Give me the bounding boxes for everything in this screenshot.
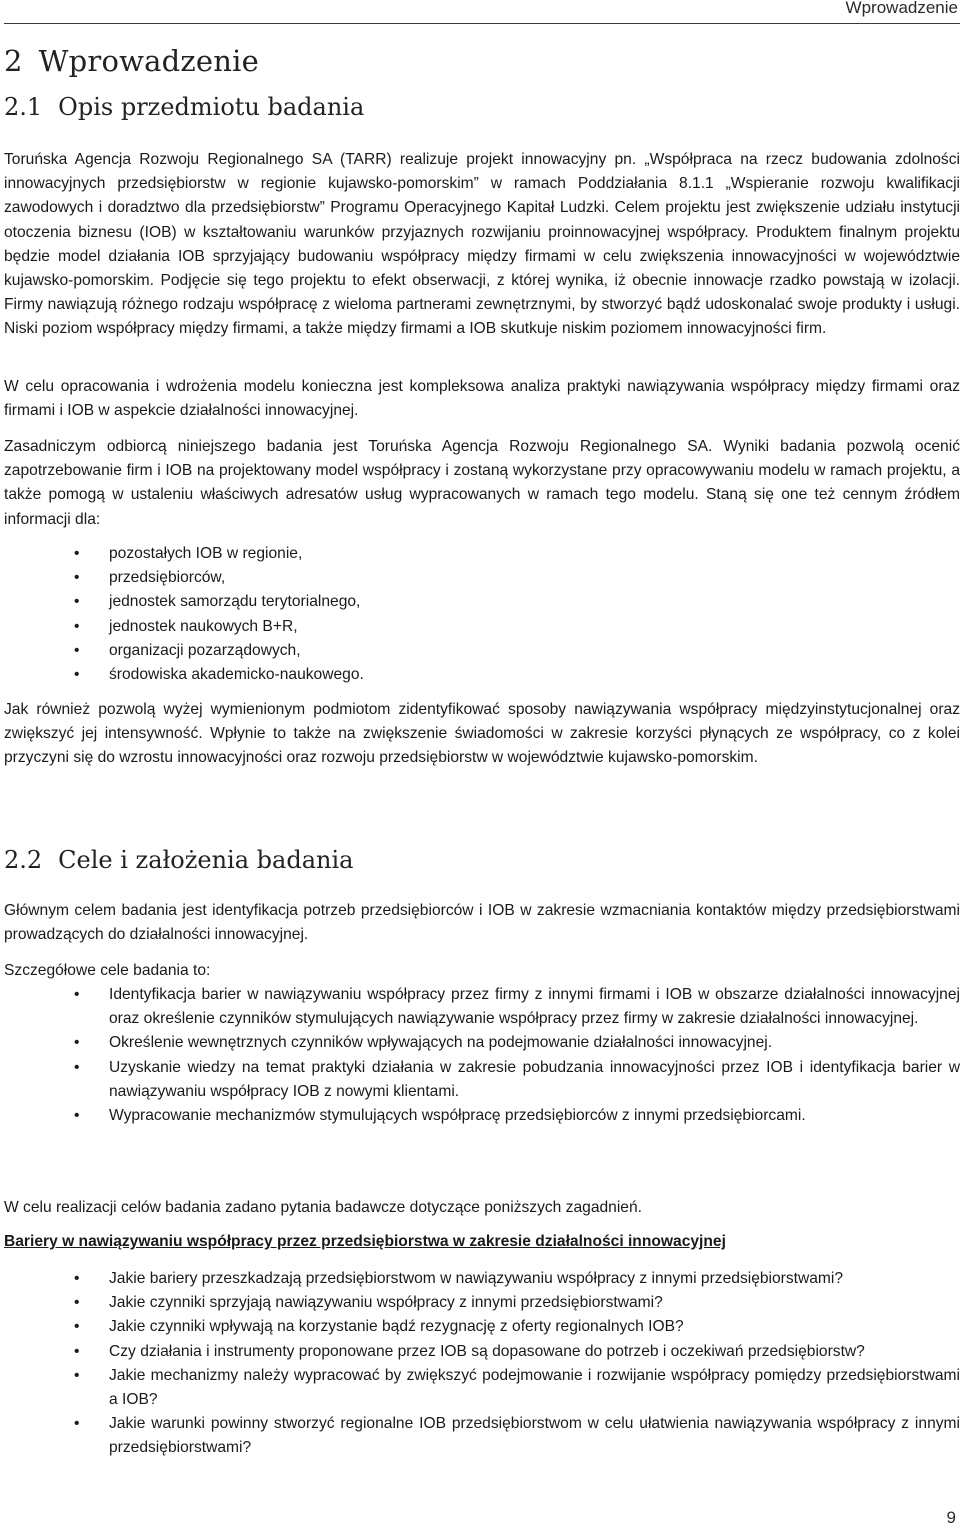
paragraph-model-analysis: W celu opracowania i wdrożenia modelu konieczna jest kompleksowa analiza praktyki nawiązywania współpracy między firmami oraz firmami i IOB w aspekcie działalności innowacyjnej. [4, 378, 960, 420]
list-item: • organizacji pozarządowych, [4, 639, 960, 663]
running-header-title: Wprowadzenie [845, 0, 958, 17]
barrier-questions-list [4, 1267, 960, 1461]
page-number: 9 [946, 1508, 956, 1527]
list-item: • jednostek naukowych B+R, [4, 615, 960, 639]
list-item: • Identyfikacja barier w nawiązywaniu współpracy przez firmy z innymi firmami i IOB w obszarze działalności innowacyjnej oraz określenie czynników stymulujących nawiązywanie współpracy przez firmy w zakresie działalności innowacyjnej. [4, 983, 960, 1031]
bullet-icon: • [74, 545, 80, 562]
bullet-icon: • [74, 641, 80, 659]
list-item: • jednostek samorządu terytorialnego, [4, 590, 960, 614]
list-item: • środowiska akademicko-naukowego. [4, 663, 960, 687]
list-item: • przedsiębiorców, [4, 566, 960, 590]
list-item: • Jakie czynniki wpływają na korzystanie bądź rezygnację z oferty regionalnych IOB? [4, 1315, 960, 1339]
barriers-subheading: Bariery w nawiązywaniu współpracy przez przedsiębiorstwa w zakresie działalności innowacyjnej [4, 1233, 726, 1250]
section-heading-2-2 [4, 846, 353, 874]
bullet-icon: • [74, 1034, 80, 1052]
list-item: • Uzyskanie wiedzy na temat praktyki działania w zakresie pobudzania innowacyjności przez IOB i identyfikacja barier w nawiązywaniu współpracy IOB z nowymi klientami. [4, 1056, 960, 1104]
list-item: • Jakie bariery przeszkadzają przedsiębiorstwom w nawiązywaniu współpracy z innymi przedsiębiorstwami? [4, 1267, 960, 1291]
bullet-icon: • [74, 1318, 80, 1336]
recipients-list [4, 542, 960, 687]
bullet-icon: • [74, 1294, 80, 1312]
detailed-goals-list [4, 983, 960, 1128]
list-item: • pozostałych IOB w regionie, [4, 542, 960, 566]
list-item: • Jakie warunki powinny stworzyć regionalne IOB przedsiębiorstwom w celu ułatwienia nawiązywania współpracy z innymi przedsiębiorstwami? [4, 1412, 960, 1460]
bullet-icon: • [74, 569, 80, 587]
section-title: Opis przedmiotu badania [58, 93, 365, 121]
list-item: • Jakie czynniki sprzyjają nawiązywaniu współpracy z innymi przedsiębiorstwami? [4, 1291, 960, 1315]
chapter-heading [4, 44, 259, 78]
paragraph-closing: Jak również pozwolą wyżej wymienionym podmiotom zidentyfikować sposoby nawiązywania współpracy międzyinstytucjonalnej oraz zwiększyć jej intensywność. Wpłynie to także na zwiększenie świadomości w zakresie korzyści płynących ze współpracy, co z kolei przyczyni się do wzrostu innowacyjności oraz rozwoju przedsiębiorstw w województwie kujawsko-pomorskim. [4, 701, 960, 767]
bullet-icon: • [74, 617, 80, 635]
bullet-icon: • [74, 1058, 80, 1076]
chapter-number: 2 [4, 44, 23, 78]
section-heading-2-1 [4, 93, 364, 121]
list-item: • Czy działania i instrumenty proponowane przez IOB są dopasowane do potrzeb i oczekiwań przedsiębiorstw? [4, 1340, 960, 1364]
paragraph-recipients-intro: Zasadniczym odbiorcą niniejszego badania jest Toruńska Agencja Rozwoju Regionalnego SA. Wyniki badania pozwolą ocenić zapotrzebowanie firm i IOB na projektowany model współpracy i zostaną wykorzystane przy opracowywaniu modelu w ramach projektu, a także pomogą w ustaleniu właściwych adresatów usług wypracowanych w ramach tego modelu. Staną się one też cennym źródłem informacji dla: [4, 438, 960, 528]
bullet-icon: • [74, 666, 80, 684]
bullet-icon: • [74, 986, 80, 1003]
bullet-icon: • [74, 1270, 80, 1287]
bullet-icon: • [74, 593, 80, 611]
section-title: Cele i założenia badania [58, 846, 354, 874]
header-divider [4, 23, 960, 24]
list-item: • Jakie mechanizmy należy wypracować by zwiększyć podejmowanie i rozwijanie współpracy pomiędzy przedsiębiorstwami a IOB? [4, 1364, 960, 1412]
list-item: • Wypracowanie mechanizmów stymulujących współpracę przedsiębiorców z innymi przedsiębiorcami. [4, 1104, 960, 1128]
paragraph-main-goal: Głównym celem badania jest identyfikacja potrzeb przedsiębiorców i IOB w zakresie wzmacniania kontaktów między przedsiębiorstwami prowadzących do działalności innowacyjnej. [4, 902, 960, 944]
bullet-icon: • [74, 1366, 80, 1384]
paragraph-detailed-goals-intro: Szczegółowe cele badania to: [4, 962, 211, 979]
bullet-icon: • [74, 1415, 80, 1433]
paragraph-questions-intro: W celu realizacji celów badania zadano pytania badawcze dotyczące poniższych zagadnień. [4, 1199, 642, 1216]
section-number: 2.2 [4, 846, 43, 874]
bullet-icon: • [74, 1342, 80, 1360]
paragraph-project-description: Toruńska Agencja Rozwoju Regionalnego SA (TARR) realizuje projekt innowacyjny pn. „Współpraca na rzecz budowania zdolności innowacyjnych przedsiębiorstw w regionie kujawsko-pomorskim” w ramach Poddziałania 8.1.1 „Wspieranie rozwoju kwalifikacji zawodowych i doradztwo dla przedsiębiorstw” Programu Operacyjnego Kapitał Ludzki. Celem projektu jest zwiększenie udziału instytucji otoczenia biznesu (IOB) w kształtowaniu warunków przyjaznych rozwijaniu proinnowacyjnej współpracy. Produktem finalnym projektu będzie model działania IOB sprzyjający budowaniu współpracy między firmami w celu zwiększenia innowacyjności w województwie kujawsko-pomorskim. Podjęcie się tego projektu to efekt obserwacji, z której wynika, iż obecnie innowacje rzadko powstają w izolacji. Firmy nawiązują różnego rodzaju współpracę z wieloma partnerami zewnętrznymi, by stworzyć bądź udoskonalać swoje produkty i usługi. Niski poziom współpracy między firmami, a także między firmami a IOB skutkuje niskim poziomem innowacyjności firm. [4, 151, 960, 338]
section-number: 2.1 [4, 93, 43, 121]
chapter-title: Wprowadzenie [38, 44, 259, 78]
list-item: • Określenie wewnętrznych czynników wpływających na podejmowanie działalności innowacyjnej. [4, 1031, 960, 1055]
bullet-icon: • [74, 1107, 80, 1125]
